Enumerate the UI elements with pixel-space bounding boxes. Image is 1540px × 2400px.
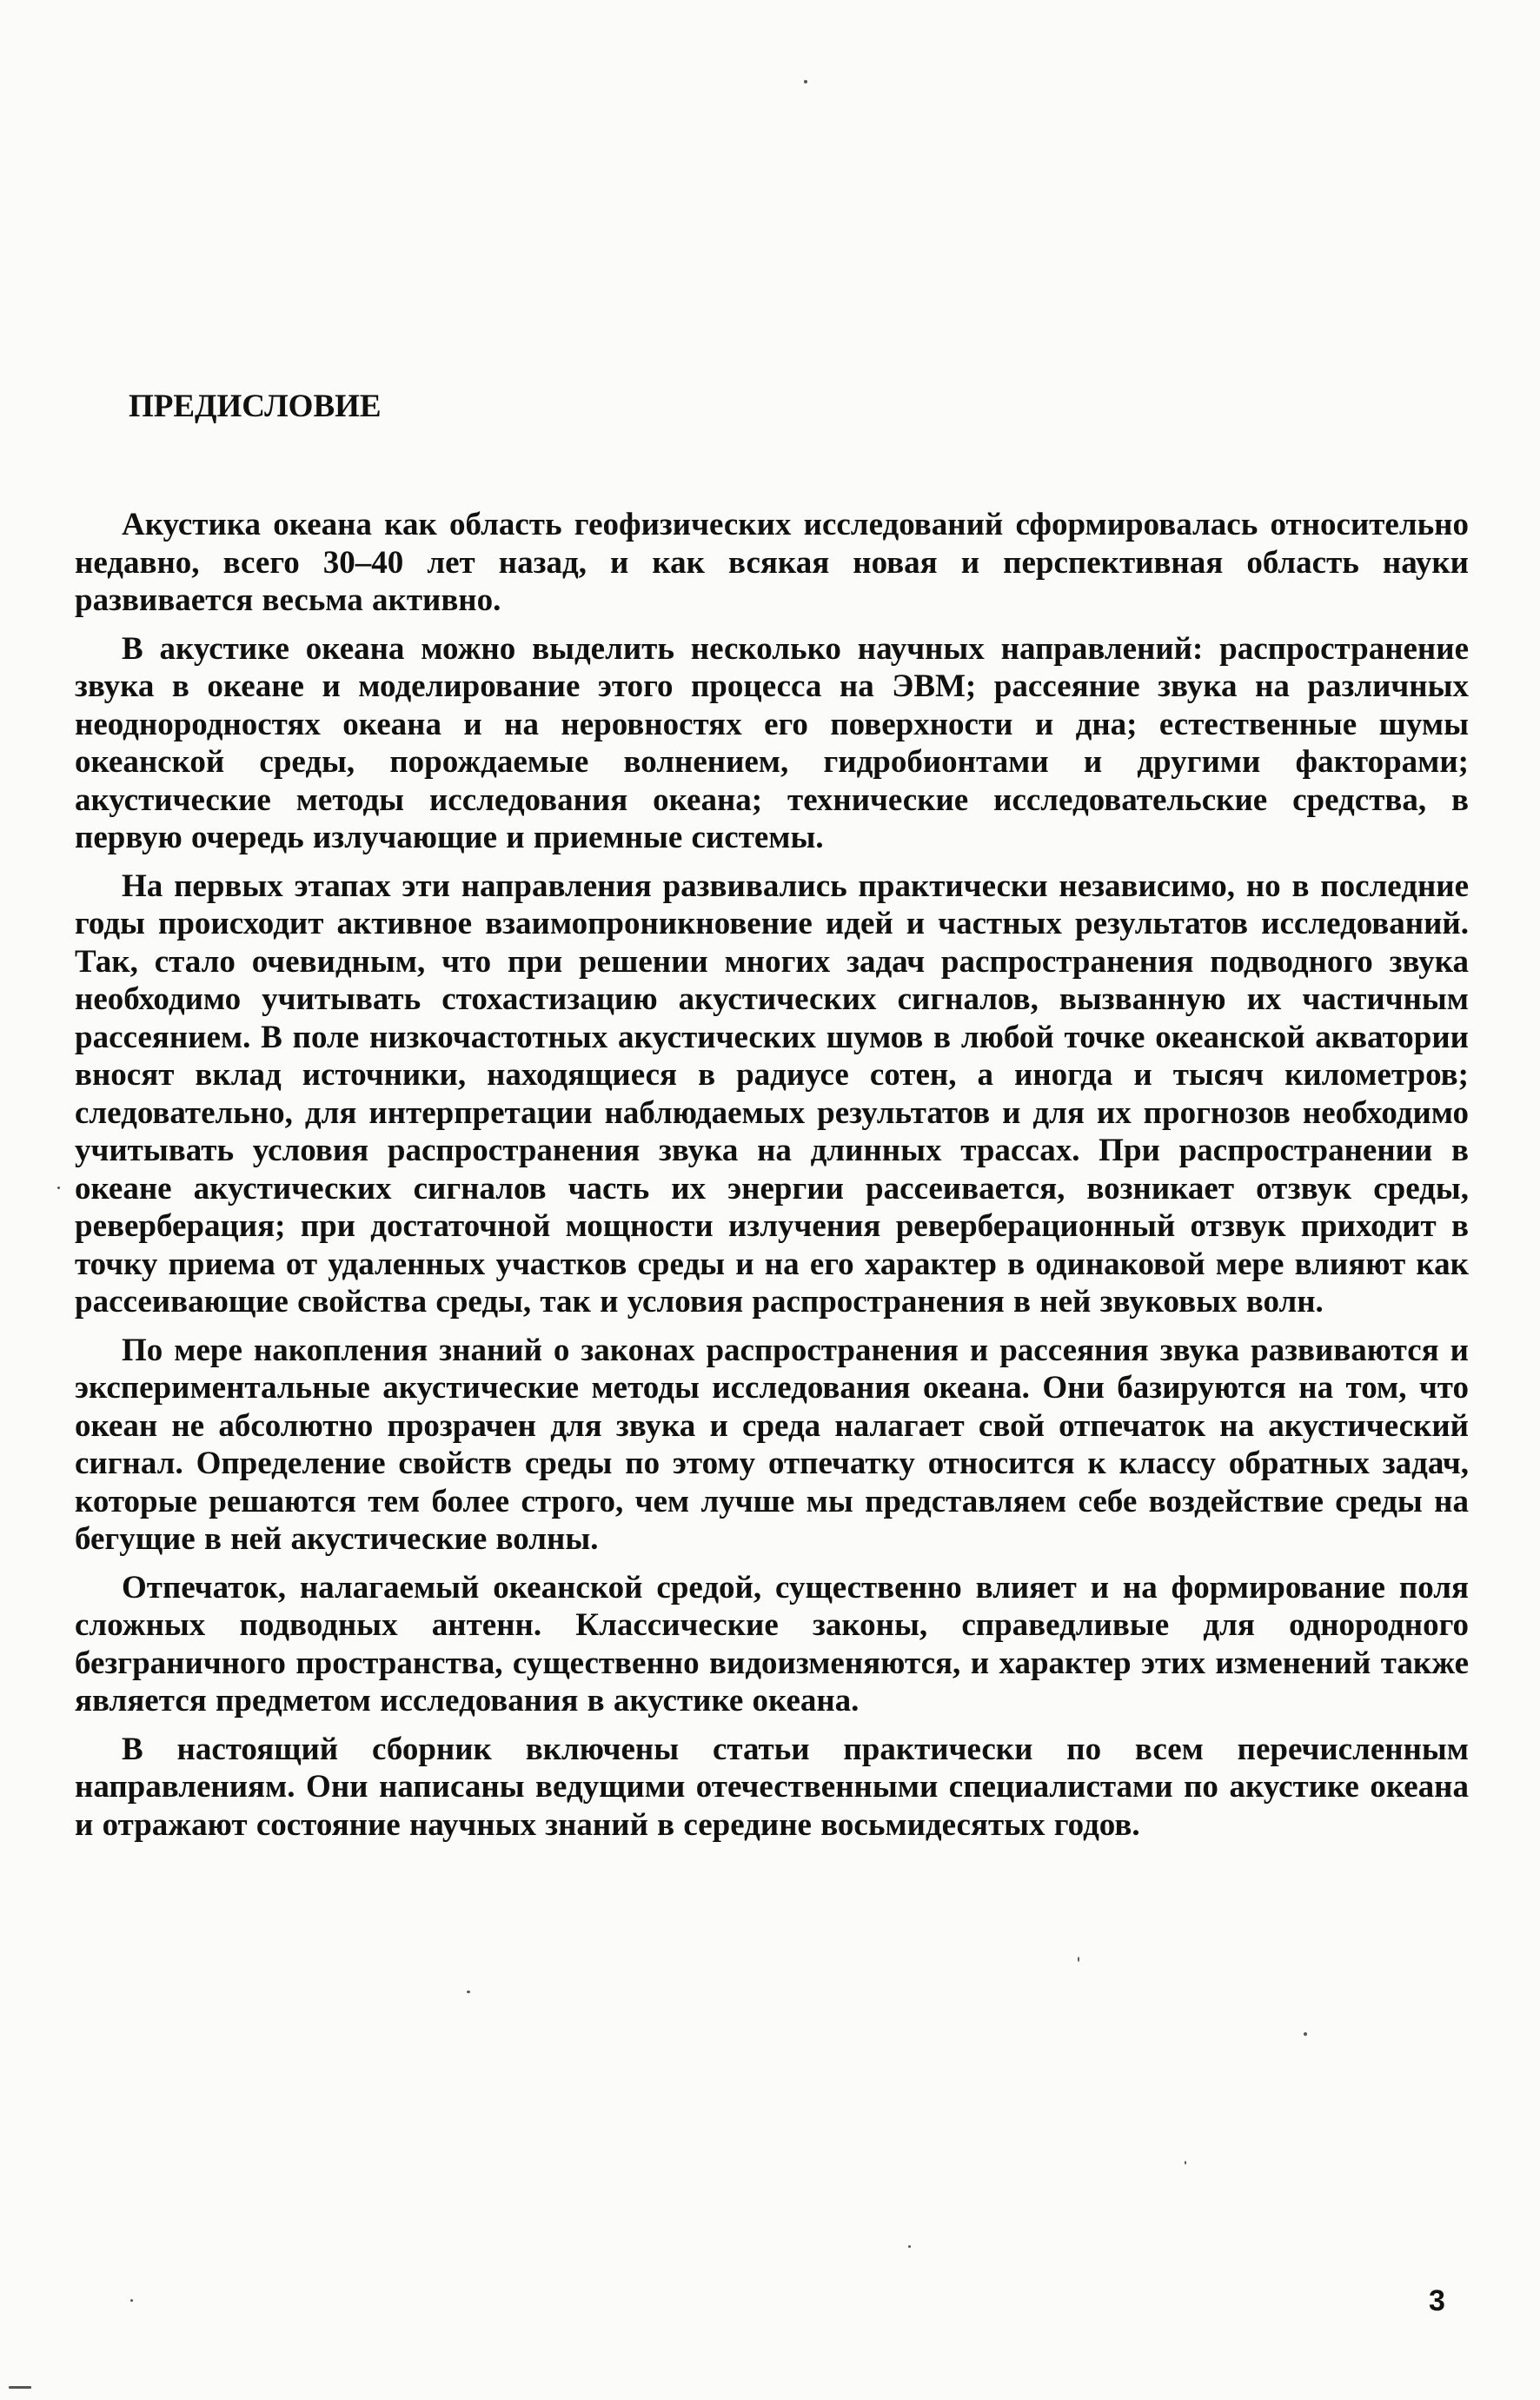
paragraph-4: По мере накопления знаний о законах распространения и рассеяния звука развиваются и экспериментальные акустические методы исследования океана. Они базируются на том, что океан не абсолютно прозрачен для звука и среда налагает свой отпечаток на акустический сигнал. Определение свойств среды по этому отпечатку относится к классу обратных задач, которые решаются тем более строго, чем лучше мы представляем себе воздействие среды на бегущие в ней акустические волны. (75, 1332, 1469, 1557)
scan-speck (1185, 2161, 1186, 2164)
scan-speck (57, 1187, 60, 1189)
scan-speck (130, 2299, 133, 2302)
scan-speck (804, 80, 807, 83)
paragraph-2: В акустике океана можно выделить несколько научных направлений: распространение звука в океане и моделирование этого процесса на ЭВМ; рассеяние звука на различных неоднородностях океана и на неровностях его поверхности и дна; естественные шумы океанской среды, порождаемые волнением, гидробионтами и другими факторами; акустические методы исследования океана; технические исследовательские средства, в первую очередь излучающие и приемные системы. (75, 630, 1469, 855)
preface-body (75, 506, 1469, 1854)
page-number: 3 (1429, 2284, 1445, 2317)
scan-speck (908, 2245, 911, 2248)
paragraph-3: На первых этапах эти направления развивались практически независимо, но в последние годы происходит активное взаимопроникновение идей и частных результатов исследований. Так, стало очевидным, что при решении многих задач распространения подводного звука необходимо учитывать стохастизацию акустических сигналов, вызванную их частичным рассеянием. В поле низкочастотных акустических шумов в любой точке океанской акватории вносят вклад источники, находящиеся в радиусе сотен, а иногда и тысяч километров; следовательно, для интерпретации наблюдаемых результатов и для их прогнозов необходимо учитывать условия распространения звука на длинных трассах. При распространении в океане акустических сигналов часть их энергии рассеивается, возникает отзвук среды, реверберация; при достаточной мощности излучения реверберационный отзвук приходит в точку приема от удаленных участков среды и на его характер в одинаковой мере влияют как рассеивающие свойства среды, так и условия распространения в ней звуковых волн. (75, 868, 1469, 1320)
paragraph-1: Акустика океана как область геофизических исследований сформировалась относительно недавно, всего 30–40 лет назад, и как всякая новая и перспективная область науки развивается весьма активно. (75, 507, 1469, 618)
page-title: ПРЕДИСЛОВИЕ (129, 389, 382, 424)
paragraph-5: Отпечаток, налагаемый океанской средой, существенно влияет и на формирование поля сложных подводных антенн. Классические законы, справедливые для однородного безграничного пространства, существенно видоизменяются, и характер этих изменений также является предметом исследования в акустике океана. (75, 1569, 1469, 1719)
scan-speck (1078, 1957, 1079, 1962)
scan-speck (467, 1991, 470, 1993)
scan-speck (1304, 2032, 1307, 2036)
scan-speck (9, 2386, 31, 2389)
paragraph-6: В настоящий сборник включены статьи практически по всем перечисленным направлениям. Они написаны ведущими отечественными специалистами по акустике океана и отражают состояние научных знаний в середине восьмидесятых годов. (75, 1731, 1469, 1843)
